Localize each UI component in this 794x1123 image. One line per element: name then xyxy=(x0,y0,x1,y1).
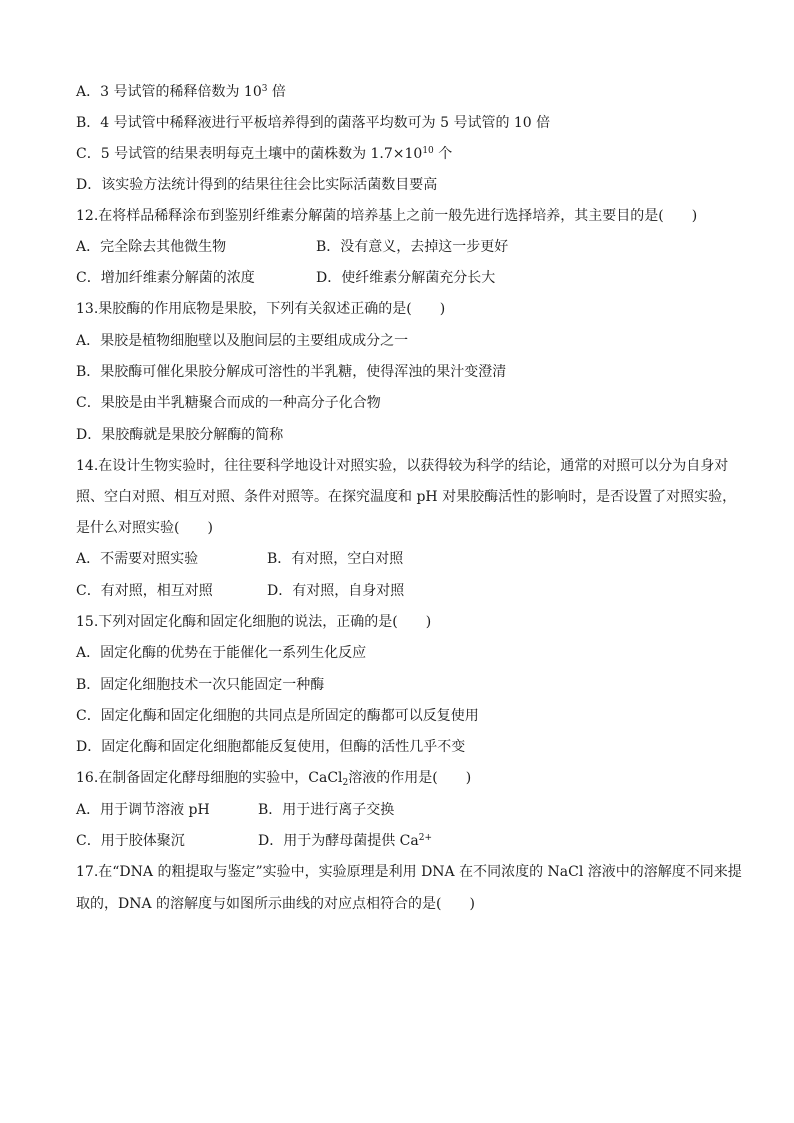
q16-option-b: B．用于进行离子交换 xyxy=(258,802,395,818)
q16-option-a: A．用于调节溶液 pH xyxy=(76,802,210,818)
q16-stem xyxy=(76,769,471,787)
q17-stem-line-1: 17.在“DNA 的粗提取与鉴定”实验中，实验原理是利用 DNA 在不同浓度的 NaCl 溶液中的溶解度不同来提 xyxy=(76,864,742,880)
q11-option-a-suffix: 倍 xyxy=(267,84,286,100)
q11-option-a xyxy=(76,83,286,101)
q14-option-c: C．有对照，相互对照 xyxy=(76,583,213,599)
q13-option-b: B．果胶酶可催化果胶分解成可溶性的半乳糖，使得浑浊的果汁变澄清 xyxy=(76,364,507,380)
q11-option-d: D．该实验方法统计得到的结果往往会比实际活菌数目要高 xyxy=(76,177,438,193)
q11-option-a-text: A．3 号试管的稀释倍数为 10 xyxy=(76,84,262,100)
q16-stem-suffix: 溶液的作用是( ) xyxy=(348,770,472,786)
q11-option-c-text: C．5 号试管的结果表明每克土壤中的菌株数为 1.7×10 xyxy=(76,146,423,162)
q16-option-d-superscript: 2+ xyxy=(418,833,433,843)
q17-stem-line-2: 取的，DNA 的溶解度与如图所示曲线的对应点相符合的是( ) xyxy=(76,896,475,912)
q12-option-a: A．完全除去其他微生物 xyxy=(76,239,227,255)
q15-option-d: D．固定化酶和固定化细胞都能反复使用，但酶的活性几乎不变 xyxy=(76,739,466,755)
q16-option-d xyxy=(258,832,432,850)
q12-option-c: C．增加纤维素分解菌的浓度 xyxy=(76,270,255,286)
q11-option-c xyxy=(76,145,452,163)
q14-stem-line-1: 14.在设计生物实验时，往往要科学地设计对照实验，以获得较为科学的结论，通常的对照可以分为自身对 xyxy=(76,458,729,474)
q13-option-c: C．果胶是由半乳糖聚合而成的一种高分子化合物 xyxy=(76,395,381,411)
q14-option-a: A．不需要对照实验 xyxy=(76,551,199,567)
q13-stem: 13.果胶酶的作用底物是果胶，下列有关叙述正确的是( ) xyxy=(76,301,446,317)
q15-option-c: C．固定化酶和固定化细胞的共同点是所固定的酶都可以反复使用 xyxy=(76,708,479,724)
q12-option-d: D．使纤维素分解菌充分长大 xyxy=(316,270,496,286)
q11-option-c-exponent: 10 xyxy=(422,146,434,156)
q11-option-c-suffix: 个 xyxy=(433,146,453,162)
q16-option-d-text: D．用于为酵母菌提供 Ca xyxy=(258,833,419,849)
q15-option-a: A．固定化酶的优势在于能催化一系列生化反应 xyxy=(76,645,367,661)
q15-option-b: B．固定化细胞技术一次只能固定一种酶 xyxy=(76,677,325,693)
q14-option-b: B．有对照，空白对照 xyxy=(267,551,404,567)
q13-option-a: A．果胶是植物细胞壁以及胞间层的主要组成成分之一 xyxy=(76,333,409,349)
q16-stem-subscript: 2 xyxy=(342,778,349,788)
q15-stem: 15.下列对固定化酶和固定化细胞的说法，正确的是( ) xyxy=(76,614,432,630)
q16-option-c: C．用于胶体聚沉 xyxy=(76,833,185,849)
q13-option-d: D．果胶酶就是果胶分解酶的简称 xyxy=(76,427,284,443)
q14-stem-line-3: 是什么对照实验( ) xyxy=(76,520,213,536)
q12-stem: 12.在将样品稀释涂布到鉴别纤维素分解菌的培养基上之前一般先进行选择培养，其主要目的是( ) xyxy=(76,208,698,224)
q12-option-b: B．没有意义，去掉这一步更好 xyxy=(316,239,509,255)
q14-stem-line-2: 照、空白对照、相互对照、条件对照等。在探究温度和 pH 对果胶酶活性的影响时，是否设置了对照实验， xyxy=(76,489,737,505)
q11-option-b: B．4 号试管中稀释液进行平板培养得到的菌落平均数可为 5 号试管的 10 倍 xyxy=(76,115,551,131)
q14-option-d: D．有对照，自身对照 xyxy=(267,583,405,599)
q16-stem-text: 16.在制备固定化酵母细胞的实验中，CaCl xyxy=(76,770,343,786)
q11-option-a-exponent: 3 xyxy=(261,84,268,94)
